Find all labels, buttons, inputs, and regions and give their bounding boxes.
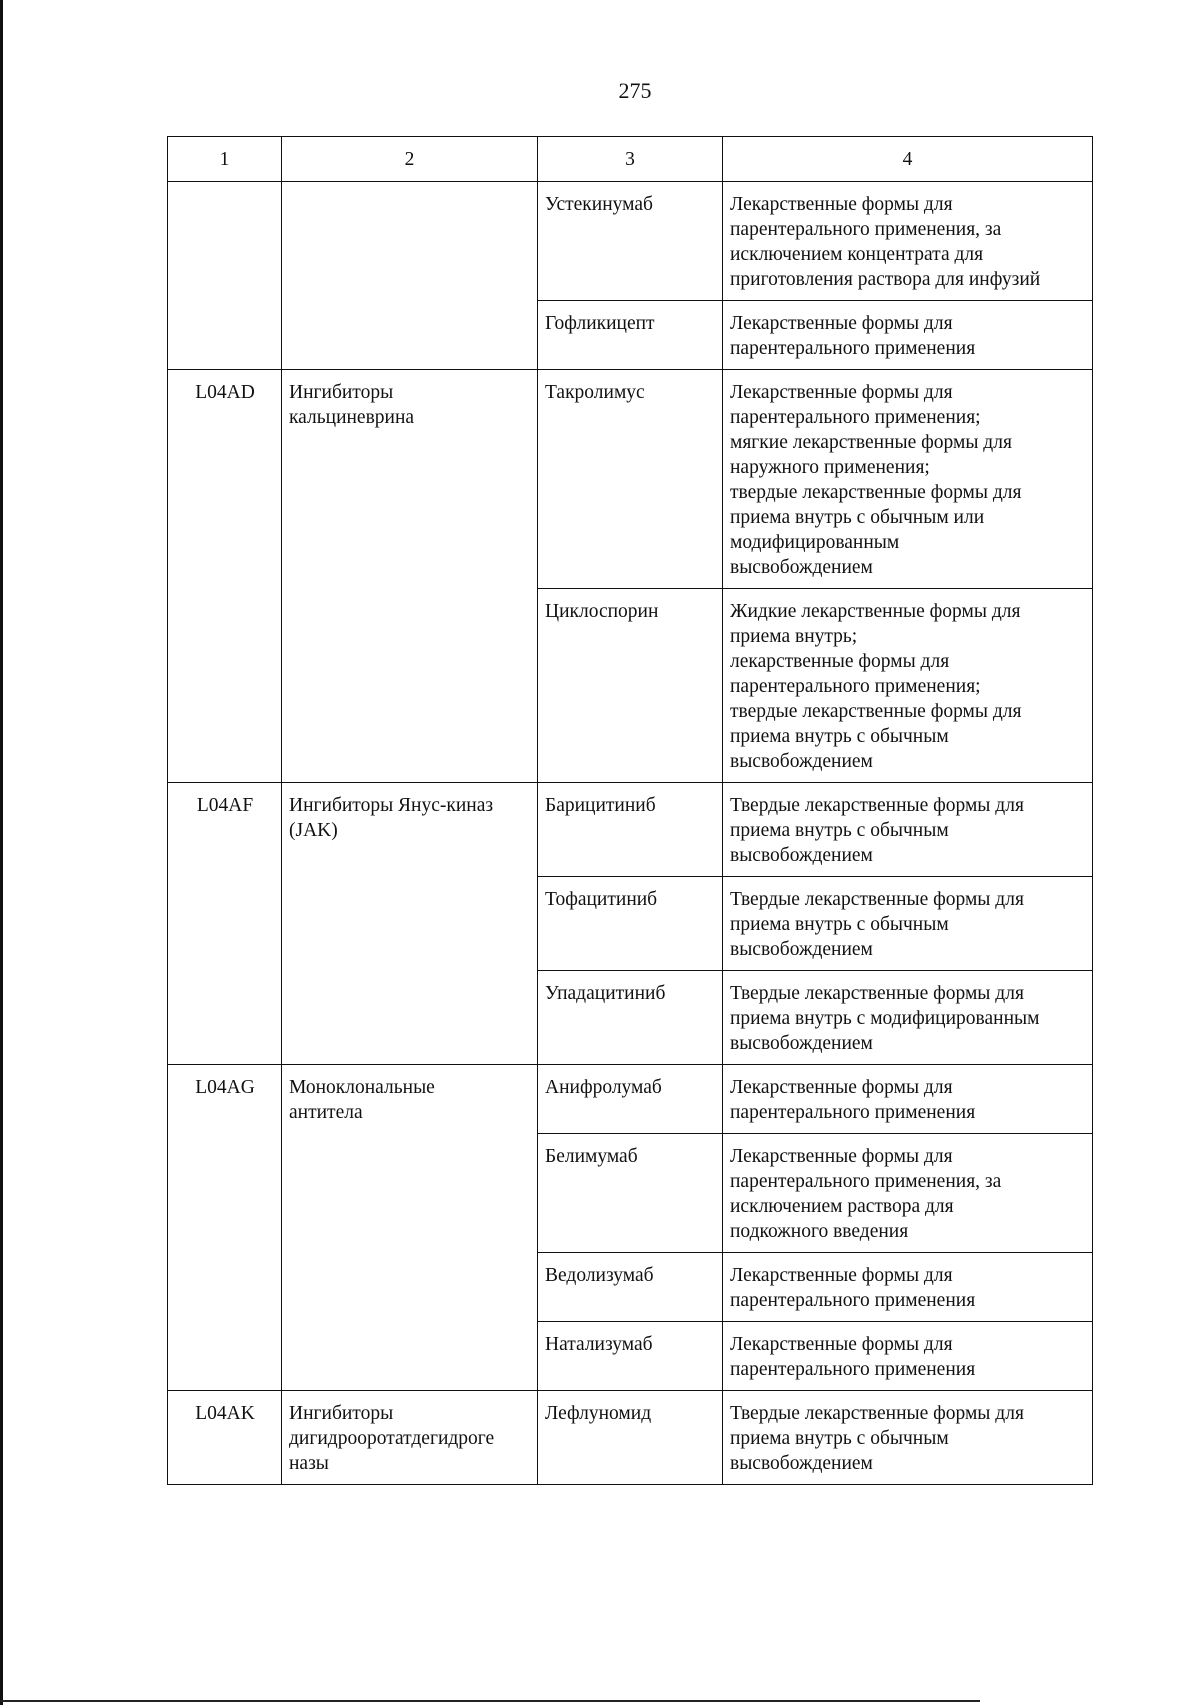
atc-code-cell: L04AK [168,1391,282,1485]
page-number: 275 [618,78,652,103]
column-header: 3 [538,137,723,182]
atc-code-cell: L04AF [168,783,282,1065]
dosage-forms-cell: Жидкие лекарственные формы для приема внутрь; лекарственные формы для парентерального применения; твердые лекарственные формы для приема внутрь с обычным высвобождением [723,589,1093,783]
group-name-cell: Ингибиторы дигидрооротатдегидроге назы [282,1391,538,1485]
atc-code-cell: L04AD [168,370,282,783]
drug-name-cell: Белимумаб [538,1134,723,1253]
table-row [168,370,1093,589]
drug-name-cell: Такролимус [538,370,723,589]
group-name-cell: Моноклональные антитела [282,1065,538,1391]
drug-name-cell: Циклоспорин [538,589,723,783]
dosage-forms-cell: Лекарственные формы для парентерального применения, за исключением концентрата для приготовления раствора для инфузий [723,182,1093,301]
dosage-forms-cell: Твердые лекарственные формы для приема внутрь с обычным высвобождением [723,877,1093,971]
drug-name-cell: Натализумаб [538,1322,723,1391]
drug-name-cell: Упадацитиниб [538,971,723,1065]
table-row [168,783,1093,877]
group-name-cell [282,182,538,370]
dosage-forms-cell: Лекарственные формы для парентерального применения; мягкие лекарственные формы для наружного применения; твердые лекарственные формы для приема внутрь с обычным или модифицированным высвобождением [723,370,1093,589]
atc-code-cell [168,182,282,370]
column-header: 2 [282,137,538,182]
drug-name-cell: Устекинумаб [538,182,723,301]
scan-edge [0,0,3,1705]
drug-name-cell: Анифролумаб [538,1065,723,1134]
dosage-forms-cell: Лекарственные формы для парентерального применения, за исключением раствора для подкожного введения [723,1134,1093,1253]
table-row [168,1391,1093,1485]
dosage-forms-cell: Твердые лекарственные формы для приема внутрь с модифицированным высвобождением [723,971,1093,1065]
dosage-forms-cell: Твердые лекарственные формы для приема внутрь с обычным высвобождением [723,1391,1093,1485]
drug-table [167,136,1093,1485]
dosage-forms-cell: Лекарственные формы для парентерального применения [723,301,1093,370]
drug-name-cell: Ведолизумаб [538,1253,723,1322]
atc-code-cell: L04AG [168,1065,282,1391]
scan-edge-bottom [0,1700,980,1702]
dosage-forms-cell: Лекарственные формы для парентерального применения [723,1065,1093,1134]
group-name-cell: Ингибиторы кальциневрина [282,370,538,783]
table-body [168,137,1093,1485]
column-header: 4 [723,137,1093,182]
table-row [168,182,1093,301]
drug-name-cell: Лефлуномид [538,1391,723,1485]
dosage-forms-cell: Твердые лекарственные формы для приема внутрь с обычным высвобождением [723,783,1093,877]
dosage-forms-cell: Лекарственные формы для парентерального применения [723,1253,1093,1322]
column-header: 1 [168,137,282,182]
drug-name-cell: Гофликицепт [538,301,723,370]
drug-name-cell: Тофацитиниб [538,877,723,971]
table-header-row [168,137,1093,182]
table-row [168,1065,1093,1134]
drug-name-cell: Барицитиниб [538,783,723,877]
dosage-forms-cell: Лекарственные формы для парентерального применения [723,1322,1093,1391]
group-name-cell: Ингибиторы Янус-киназ (JAK) [282,783,538,1065]
